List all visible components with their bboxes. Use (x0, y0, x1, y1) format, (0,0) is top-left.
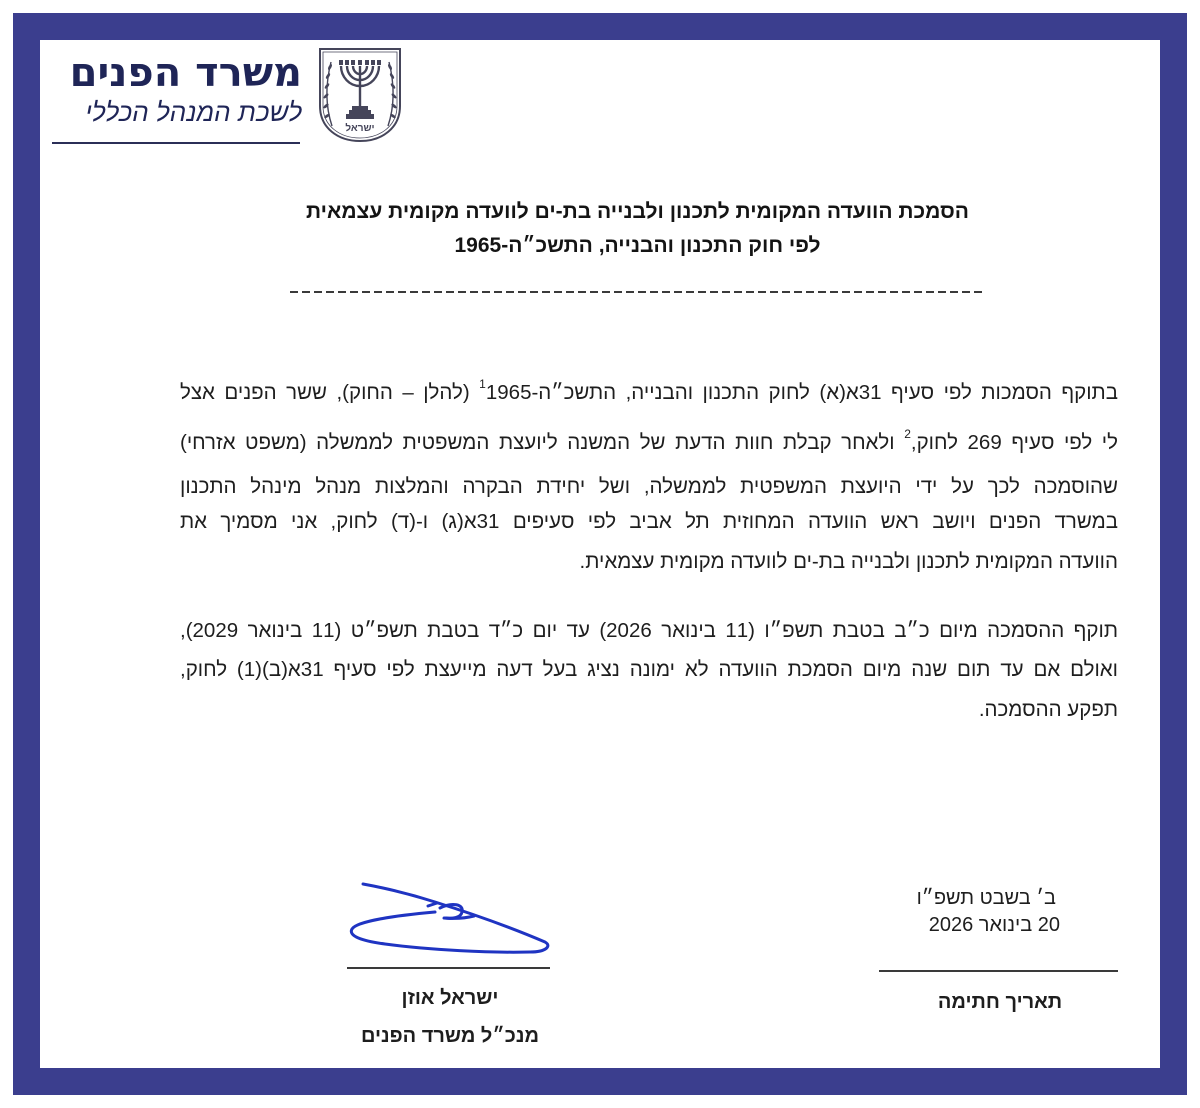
document-title-line-1: הסמכת הוועדה המקומית לתכנון ולבנייה בת-ים לוועדה מקומית עצמאית (306, 200, 969, 223)
header-rule (52, 142, 300, 144)
paragraph-line: תפקע ההסמכה. (978, 698, 1118, 721)
line-text: לי לפי סעיף 269 לחוק, (910, 431, 1118, 454)
footnote-mark: 1 (479, 377, 486, 391)
office-name: לשכת המנהל הכללי (85, 97, 302, 127)
line-text: (להלן – החוק), ששר הפנים אצל (180, 381, 470, 404)
line-text: ולאחר קבלת חוות הדעת של המשנה ליועצת המשפטית לממשלה (משפט אזרחי) (180, 431, 895, 454)
paragraph-line (180, 379, 1118, 407)
line-text: בתוקף הסמכות לפי סעיף 31א(א) לחוק התכנון והבנייה, התשכ״ה-1965 (485, 381, 1118, 404)
paragraph-line: הוועדה המקומית לתכנון ולבנייה בת-ים לוועדה מקומית עצמאית. (579, 550, 1118, 573)
date-label: תאריך חתימה (937, 991, 1063, 1013)
signer-title: מנכ״ל משרד הפנים (360, 1025, 540, 1047)
date-rule (879, 970, 1118, 972)
document-title-line-2: לפי חוק התכנון והבנייה, התשכ״ה-1965 (454, 234, 821, 257)
paragraph-line: ואולם אם עד תום שנה מיום הסמכת הוועדה לא ימונה נציג בעל דעה מייעצת לפי סעיף 31א(ב)(1) לחוק, (180, 658, 1119, 681)
paragraph-line: במשרד הפנים ויושב ראש הוועדה המחוזית תל אביב לפי סעיפים 31א(ג) ו-(ד) לחוק, אני מסמיך את (180, 510, 1118, 533)
signature-image (340, 872, 560, 962)
paragraph-line: תוקף ההסמכה מיום כ״ב בטבת תשפ״ו (11 בינואר 2026) עד יום כ״ד בטבת תשפ״ט (11 בינואר 2029), (180, 619, 1118, 642)
paragraph-line (180, 429, 1118, 457)
gregorian-date: 20 בינואר 2026 (928, 914, 1060, 936)
title-divider (290, 291, 985, 293)
state-emblem-icon (316, 46, 404, 144)
paragraph-line: שהוסמכה לכך על ידי היועצת המשפטית לממשלה, ושל יחידת הבקרה והמלצות מנהל מינהל התכנון (180, 475, 1118, 498)
footnote-mark: 2 (904, 427, 911, 441)
ministry-name: משרד הפנים (69, 50, 302, 96)
hebrew-date: ב׳ בשבט תשפ״ו (916, 887, 1056, 909)
signer-name: ישראל אוזן (401, 987, 499, 1009)
emblem-lettering: ישראל (345, 123, 375, 134)
signature-rule (347, 967, 550, 969)
